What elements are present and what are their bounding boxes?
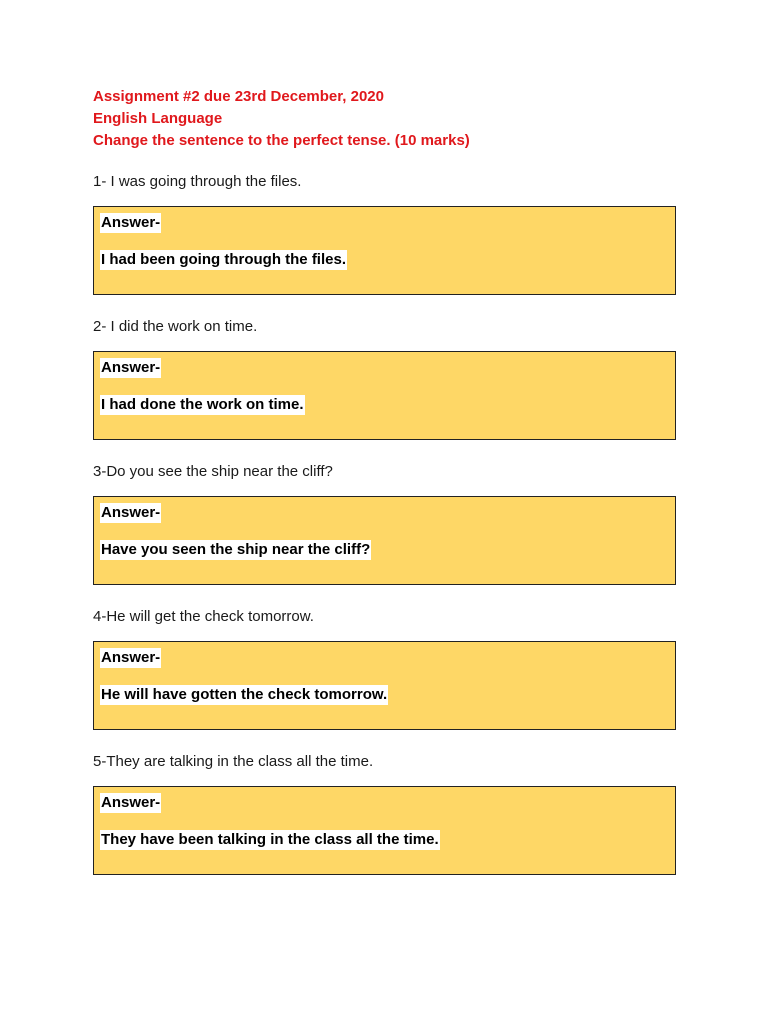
answer-box-1 (93, 206, 676, 295)
question-2: 2- I did the work on time. (93, 318, 258, 335)
instructions: Change the sentence to the perfect tense. (10 marks) (93, 132, 470, 149)
answer-text-5: They have been talking in the class all the time. (101, 831, 439, 848)
question-block-1 (93, 172, 676, 295)
question-block-4 (93, 607, 676, 730)
answer-box-2 (93, 351, 676, 440)
answer-text-2: I had done the work on time. (101, 396, 304, 413)
answer-label-4: Answer- (101, 649, 161, 666)
answer-label-3: Answer- (101, 504, 161, 521)
assignment-title: Assignment #2 due 23rd December, 2020 (93, 88, 384, 105)
question-3: 3-Do you see the ship near the cliff? (93, 463, 333, 480)
answer-label-2: Answer- (101, 359, 161, 376)
answer-label-5: Answer- (101, 794, 161, 811)
assignment-document (93, 86, 676, 875)
subject-title: English Language (93, 110, 223, 127)
question-1: 1- I was going through the files. (93, 173, 302, 190)
question-block-5 (93, 752, 676, 875)
answer-box-5 (93, 786, 676, 875)
question-4: 4-He will get the check tomorrow. (93, 608, 314, 625)
answer-text-3: Have you seen the ship near the cliff? (101, 541, 371, 558)
answer-box-3 (93, 496, 676, 585)
answer-text-1: I had been going through the files. (101, 251, 346, 268)
answer-box-4 (93, 641, 676, 730)
answer-label-1: Answer- (101, 214, 161, 231)
answer-text-4: He will have gotten the check tomorrow. (101, 686, 388, 703)
question-block-3 (93, 462, 676, 585)
question-block-2 (93, 317, 676, 440)
assignment-header (93, 86, 676, 152)
question-5: 5-They are talking in the class all the time. (93, 753, 374, 770)
